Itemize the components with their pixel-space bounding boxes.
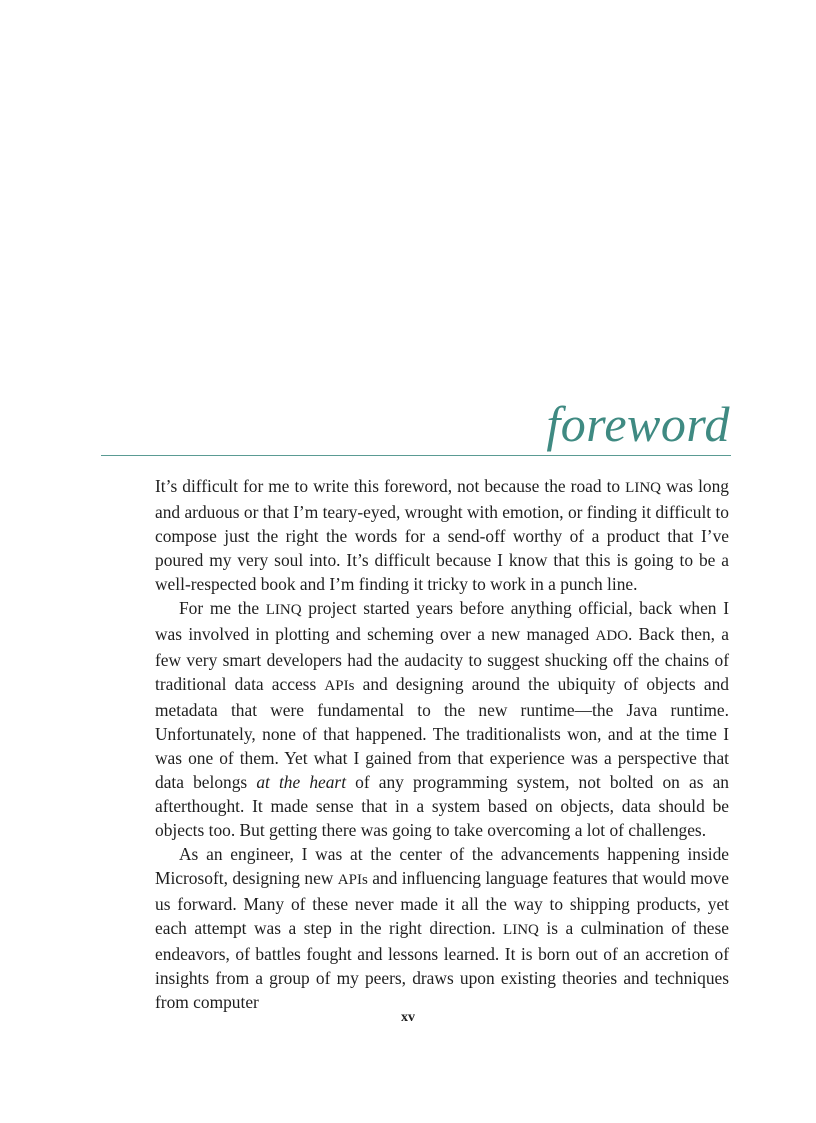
acronym-text: LINQ (503, 922, 539, 938)
text-run: of any programming system, not bolted on as an afterthought. It made sense that in a system based on objects, data should be objects too. But getting there was going to take overcoming a lot of challenges. (155, 772, 729, 840)
text-run: For me the (179, 598, 266, 618)
text-run: As an engineer, I was at the center of the advancements happening inside Microsoft, designing new (155, 844, 729, 888)
text-run: and influencing language features that would move us forward. Many of these never made it all the way to shipping products, yet each attempt was a step in the right direction. (155, 868, 729, 938)
emphasis-text: at the heart (256, 772, 347, 792)
title-rule (101, 455, 731, 456)
page-number: xv (401, 1010, 415, 1025)
acronym-text: LINQ (265, 602, 302, 618)
paragraph (155, 474, 729, 596)
paragraph (155, 842, 729, 1014)
acronym-text: LINQ (625, 480, 661, 496)
text-run: It’s difficult for me to write this foreword, not because the road to (155, 476, 626, 496)
text-run: was long and arduous or that I’m teary-eyed, wrought with emotion, or finding it difficult to compose just the right the words for a send-off worthy of a product that I’ve poured my very soul into. It’s difficult because I know that this is going to be a well-respected book and I’m finding it tricky to work in a punch line. (155, 476, 729, 594)
acronym-text: APIs (324, 678, 355, 694)
body-text (155, 474, 729, 1014)
chapter-title: foreword (546, 396, 730, 452)
text-run: is a culmination of these endeavors, of battles fought and lessons learned. It is born out of an accretion of insights from a group of my peers, draws upon existing theories and techniques from computer (155, 918, 729, 1012)
acronym-text: ADO (595, 628, 629, 644)
paragraph (155, 596, 729, 842)
text-run: project started years before anything official, back when I was involved in plotting and scheming over a new managed (155, 598, 729, 644)
text-run: and designing around the ubiquity of objects and metadata that were fundamental to the new runtime—the Java runtime. Unfortunately, none of that happened. The traditionalists won, and at the time I was one of them. Yet what I gained from that experience was a perspective that data belongs (155, 674, 729, 792)
acronym-text: APIs (337, 872, 368, 888)
text-run: . Back then, a few very smart developers had the audacity to suggest shucking off the chains of traditional data access (155, 624, 729, 694)
